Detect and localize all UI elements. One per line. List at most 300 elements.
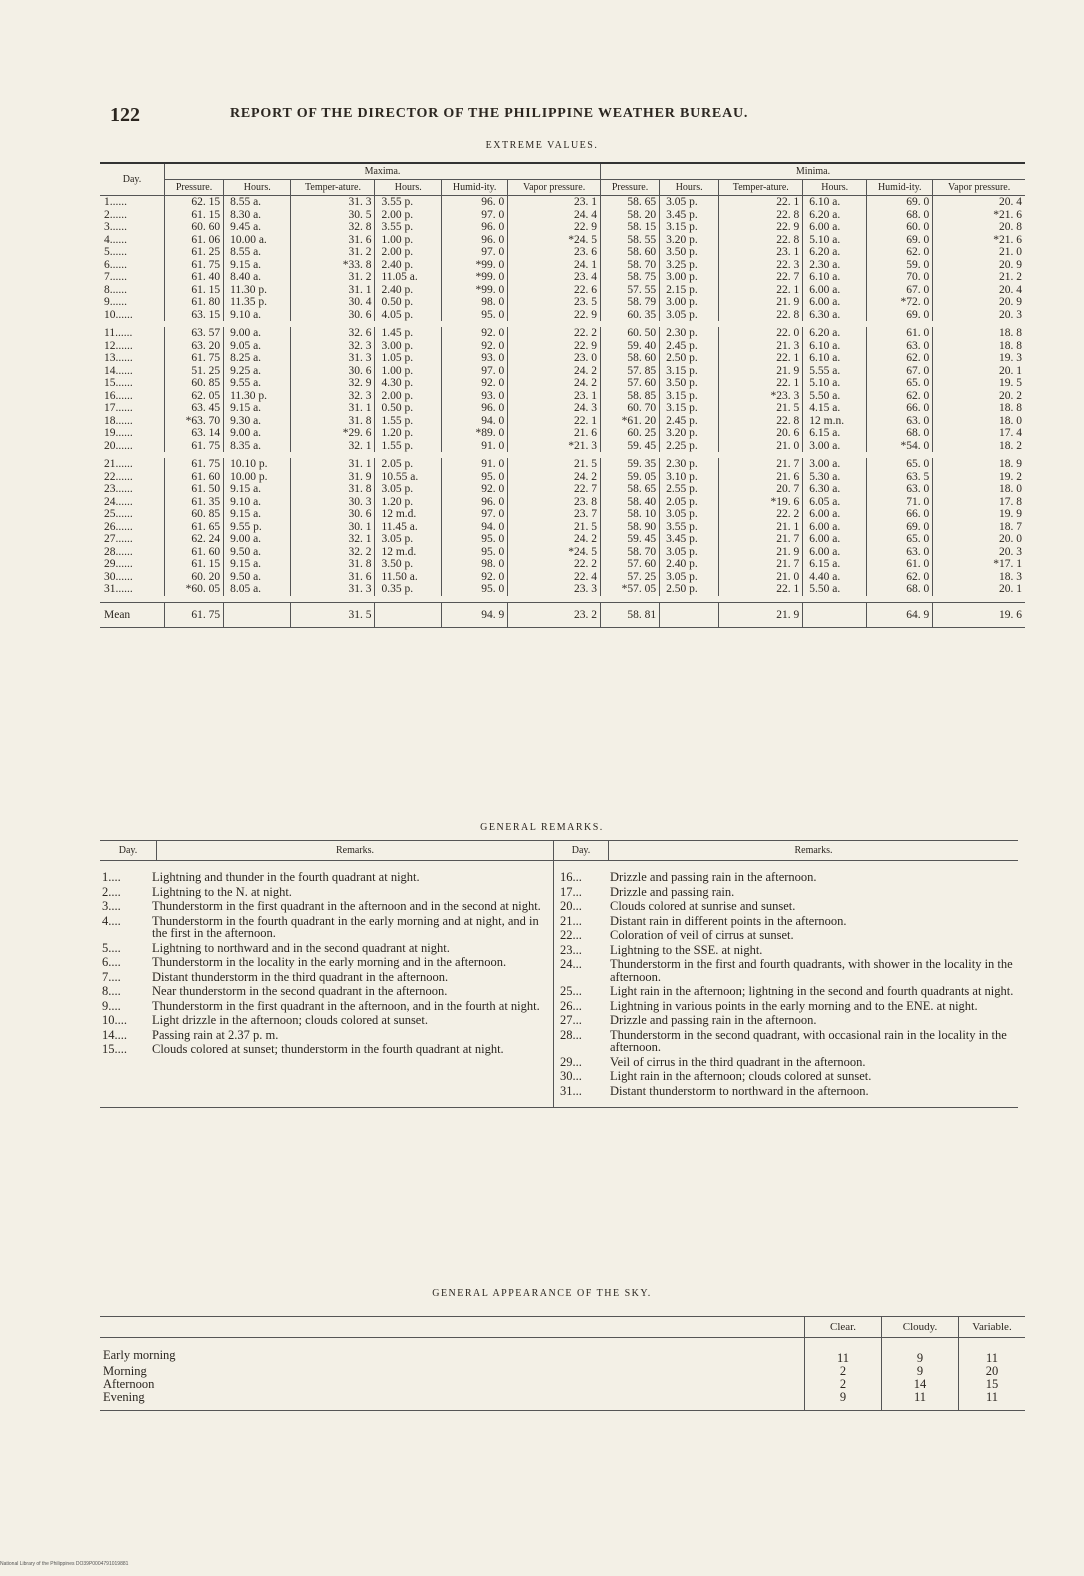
value-cell: 58. 65 [601,196,660,209]
general-remarks-title: GENERAL REMARKS. [480,822,604,833]
value-cell: 71. 0 [867,496,933,509]
value-cell: 22. 2 [508,558,601,571]
value-cell: 57. 85 [601,365,660,378]
value-cell: 58. 79 [601,296,660,309]
col-min-3: Hours. [803,180,867,196]
remarks-col-day-right: Day. [554,841,609,861]
value-cell: 31. 9 [291,471,375,484]
remark-text: Thunderstorm in the first quadrant in the afternoon, and in the fourth at night. [152,998,540,1013]
value-cell: 31. 2 [291,271,375,284]
value-cell: 96. 0 [442,496,508,509]
sky-col-cloudy: Cloudy. [882,1317,959,1338]
value-cell: 60. 85 [165,377,224,390]
value-cell: *19. 6 [719,496,803,509]
value-cell: 51. 25 [165,365,224,378]
col-min-4: Humid-ity. [867,180,933,196]
table-row [100,583,1025,596]
value-cell: 12 m.d. [375,508,442,521]
remark-text: Clouds colored at sunrise and sunset. [610,899,796,913]
mean-value: 58. 81 [601,602,660,627]
value-cell: *99. 0 [442,284,508,297]
remark-item [102,971,553,984]
value-cell: 3.05 p. [660,196,719,209]
remark-day: 10.... [102,1013,127,1027]
value-cell: 21. 5 [719,402,803,415]
value-cell: 18. 0 [933,415,1025,428]
value-cell: 6.00 a. [803,296,867,309]
value-cell: 8.35 a. [224,440,291,453]
value-cell: 22. 0 [719,327,803,340]
day-cell: 12...... [104,339,133,352]
value-cell: 97. 0 [442,365,508,378]
remark-item [560,1000,1018,1013]
col-max-2: Temper-ature. [291,180,375,196]
day-cell: 6...... [104,258,127,271]
value-cell: 66. 0 [867,402,933,415]
remark-item [102,942,553,955]
value-cell: 58. 15 [601,221,660,234]
value-cell: 63. 0 [867,415,933,428]
value-cell: 68. 0 [867,583,933,596]
remark-day: 8.... [102,984,121,998]
value-cell: *21. 3 [508,440,601,453]
remark-text: Light drizzle in the afternoon; clouds colored at sunset. [152,1013,428,1027]
day-cell: 7...... [104,271,127,283]
table-row [100,558,1025,571]
value-cell: 62. 0 [867,390,933,403]
value-cell: 23. 3 [508,583,601,596]
value-cell: 62. 0 [867,571,933,584]
value-cell: 1.20 p. [375,427,442,440]
value-cell: 21. 2 [933,271,1025,284]
value-cell: 3.15 p. [660,402,719,415]
value-cell: 3.55 p. [375,196,442,209]
value-cell: 60. 70 [601,402,660,415]
value-cell: 95. 0 [442,583,508,596]
value-cell: *33. 8 [291,259,375,272]
value-cell: 63. 14 [165,427,224,440]
value-cell: 9.15 a. [224,483,291,496]
mean-value [803,602,867,627]
table-row [100,352,1025,365]
value-cell: 4.40 a. [803,571,867,584]
value-cell: 2.40 p. [660,558,719,571]
value-cell: *89. 0 [442,427,508,440]
value-cell: 61. 75 [165,259,224,272]
value-cell: 23. 8 [508,496,601,509]
value-cell: 23. 6 [508,246,601,259]
remark-day: 21... [560,913,582,928]
value-cell: 10.55 a. [375,471,442,484]
value-cell: 21. 6 [508,427,601,440]
sky-clear: 11 [805,1338,882,1366]
value-cell: 21. 0 [719,571,803,584]
value-cell: 30. 6 [291,309,375,322]
mean-label: Mean [104,608,131,621]
value-cell: 31. 6 [291,234,375,247]
value-cell: 61. 75 [165,440,224,453]
value-cell: 31. 8 [291,415,375,428]
value-cell: 61. 0 [867,327,933,340]
value-cell: 6.20 a. [803,246,867,259]
col-day: Day. [122,174,142,185]
sky-row [100,1365,1025,1378]
day-cell: 16...... [104,389,133,402]
value-cell: 5.30 a. [803,471,867,484]
remark-day: 25... [560,984,582,998]
value-cell: 70. 0 [867,271,933,284]
mean-row [100,602,1025,627]
value-cell: 22. 9 [719,221,803,234]
value-cell: 8.40 a. [224,271,291,284]
value-cell: 22. 7 [719,271,803,284]
value-cell: *24. 5 [508,234,601,247]
remark-text: Light rain in the afternoon; lightning in the second and fourth quadrants at night. [610,984,1014,998]
value-cell: 1.00 p. [375,234,442,247]
value-cell: 20. 0 [933,533,1025,546]
remark-text: Drizzle and passing rain in the afternoon. [610,1013,817,1027]
value-cell: 69. 0 [867,309,933,322]
value-cell: 18. 9 [933,458,1025,471]
value-cell: 61. 75 [165,458,224,471]
value-cell: 22. 9 [508,340,601,353]
value-cell: 63. 20 [165,340,224,353]
remark-item [560,929,1018,942]
page-number: 122 [110,104,140,126]
remark-day: 2.... [102,884,121,899]
remark-item [102,915,553,940]
value-cell: 31. 3 [291,352,375,365]
value-cell: 59. 40 [601,340,660,353]
day-cell: 5...... [104,246,127,258]
day-cell: 30...... [104,570,133,583]
value-cell: 59. 05 [601,471,660,484]
table-row [100,440,1025,453]
value-cell: 6.10 a. [803,352,867,365]
value-cell: 9.00 a. [224,427,291,440]
value-cell: 61. 80 [165,296,224,309]
table-row [100,271,1025,284]
col-max-5: Vapor pressure. [508,180,601,196]
value-cell: 22. 2 [719,508,803,521]
value-cell: 30. 3 [291,496,375,509]
remark-day: 17... [560,884,582,899]
remarks-col-day-left: Day. [118,845,138,856]
remark-item [560,1085,1018,1098]
day-cell: 2...... [104,208,127,221]
value-cell: 3.05 p. [375,533,442,546]
value-cell: 58. 60 [601,352,660,365]
day-cell: 11...... [104,327,133,339]
value-cell: 31. 8 [291,483,375,496]
value-cell: 22. 8 [719,209,803,222]
remark-day: 31... [560,1083,582,1098]
value-cell: 63. 0 [867,483,933,496]
value-cell: 11.45 a. [375,521,442,534]
value-cell: 58. 85 [601,390,660,403]
table-row [100,259,1025,272]
value-cell: 24. 2 [508,533,601,546]
value-cell: 19. 3 [933,352,1025,365]
remark-text: Thunderstorm in the fourth quadrant in the early morning and at night, and in the first in the afternoon. [152,913,539,940]
col-min-2: Temper-ature. [719,180,803,196]
remarks-right-column [554,861,1019,1108]
value-cell: 98. 0 [442,296,508,309]
value-cell: 22. 1 [719,196,803,209]
value-cell: 5.50 a. [803,583,867,596]
value-cell: 20. 6 [719,427,803,440]
value-cell: 1.45 p. [375,327,442,340]
remarks-col-remarks-right: Remarks. [609,841,1019,861]
day-cell: 3...... [104,221,127,233]
mean-value: 23. 2 [508,602,601,627]
value-cell: 2.05 p. [375,458,442,471]
remark-text: Distant rain in different points in the afternoon. [610,913,847,928]
remark-day: 4.... [102,913,121,928]
remark-text: Lightning to northward and in the second quadrant at night. [152,940,450,955]
remarks-col-remarks-left: Remarks. [157,841,554,861]
table-row [100,521,1025,534]
value-cell: 92. 0 [442,340,508,353]
value-cell: 20. 9 [933,296,1025,309]
value-cell: 21. 6 [719,471,803,484]
value-cell: 59. 35 [601,458,660,471]
day-cell: 24...... [104,495,133,508]
value-cell: 9.55 a. [224,377,291,390]
value-cell: *17. 1 [933,558,1025,571]
value-cell: 5.10 a. [803,234,867,247]
value-cell: 30. 6 [291,508,375,521]
value-cell: 3.15 p. [660,365,719,378]
sky-row [100,1338,1025,1366]
value-cell: 6.00 a. [803,546,867,559]
value-cell: 20. 7 [719,483,803,496]
value-cell: 22. 1 [719,284,803,297]
group-maxima: Maxima. [165,163,601,180]
remark-day: 26... [560,998,582,1013]
value-cell: 8.25 a. [224,352,291,365]
value-cell: 2.50 p. [660,583,719,596]
sky-row [100,1391,1025,1411]
value-cell: 6.00 a. [803,284,867,297]
value-cell: 57. 60 [601,558,660,571]
value-cell: 18. 8 [933,327,1025,340]
remark-text: Drizzle and passing rain. [610,884,735,899]
sky-cloudy: 14 [882,1378,959,1391]
table-row [100,296,1025,309]
value-cell: 93. 0 [442,352,508,365]
value-cell: 23. 5 [508,296,601,309]
value-cell: 6.05 a. [803,496,867,509]
table-row [100,246,1025,259]
value-cell: *24. 5 [508,546,601,559]
scan-footer: National Library of the Philippines DO39P0004791019881 [0,1561,129,1567]
value-cell: 60. 35 [601,309,660,322]
value-cell: 31. 1 [291,284,375,297]
value-cell: 6.30 a. [803,309,867,322]
value-cell: 32. 8 [291,221,375,234]
remark-item [102,871,553,884]
mean-value: 94. 9 [442,602,508,627]
value-cell: 2.05 p. [660,496,719,509]
value-cell: 0.35 p. [375,583,442,596]
sky-clear: 2 [805,1378,882,1391]
value-cell: 9.50 a. [224,546,291,559]
value-cell: 61. 75 [165,352,224,365]
sky-variable: 11 [959,1338,1026,1366]
value-cell: 32. 3 [291,340,375,353]
value-cell: 3.00 a. [803,440,867,453]
value-cell: 1.00 p. [375,365,442,378]
table-row [100,309,1025,322]
value-cell: 23. 1 [719,246,803,259]
value-cell: 96. 0 [442,234,508,247]
value-cell: 32. 6 [291,327,375,340]
value-cell: 11.30 p. [224,390,291,403]
value-cell: 4.30 p. [375,377,442,390]
remark-day: 30... [560,1069,582,1083]
value-cell: 10.10 p. [224,458,291,471]
value-cell: 22. 6 [508,284,601,297]
value-cell: 30. 1 [291,521,375,534]
remark-text: Lightning in various points in the early morning and to the ENE. at night. [610,998,978,1013]
value-cell: 63. 0 [867,340,933,353]
value-cell: 57. 60 [601,377,660,390]
value-cell: 58. 55 [601,234,660,247]
value-cell: 11.30 p. [224,284,291,297]
value-cell: 31. 3 [291,196,375,209]
value-cell: 23. 4 [508,271,601,284]
table-row [100,340,1025,353]
sky-appearance-table [100,1316,1025,1411]
value-cell: 3.00 p. [375,340,442,353]
remark-day: 22... [560,928,582,942]
value-cell: 57. 25 [601,571,660,584]
remark-day: 1.... [102,870,121,884]
table-row [100,377,1025,390]
day-cell: 13...... [104,352,133,364]
value-cell: 30. 4 [291,296,375,309]
value-cell: 20. 3 [933,546,1025,559]
remarks-left-column [100,861,554,1108]
value-cell: 9.15 a. [224,508,291,521]
value-cell: 92. 0 [442,327,508,340]
value-cell: 95. 0 [442,546,508,559]
value-cell: 3.20 p. [660,234,719,247]
value-cell: 96. 0 [442,402,508,415]
value-cell: 23. 1 [508,390,601,403]
value-cell: 3.20 p. [660,427,719,440]
remark-text: Distant thunderstorm in the third quadrant in the afternoon. [152,969,449,984]
value-cell: 21. 3 [719,340,803,353]
day-cell: 20...... [104,439,133,452]
value-cell: 21. 5 [508,521,601,534]
value-cell: 61. 06 [165,234,224,247]
table-row [100,390,1025,403]
value-cell: 24. 1 [508,259,601,272]
value-cell: 3.15 p. [660,390,719,403]
group-minima: Minima. [601,163,1026,180]
value-cell: 61. 60 [165,471,224,484]
remark-item [102,985,553,998]
table-row [100,209,1025,222]
value-cell: 6.15 a. [803,427,867,440]
value-cell: 23. 7 [508,508,601,521]
value-cell: 20. 1 [933,583,1025,596]
value-cell: 63. 15 [165,309,224,322]
value-cell: 96. 0 [442,221,508,234]
value-cell: 60. 60 [165,221,224,234]
sky-clear: 2 [805,1365,882,1378]
value-cell: 9.00 a. [224,327,291,340]
value-cell: 31. 2 [291,246,375,259]
value-cell: 68. 0 [867,427,933,440]
remark-text: Thunderstorm in the first and fourth quadrants, with shower in the locality in the afternoon. [610,957,1013,984]
value-cell: 92. 0 [442,571,508,584]
value-cell: 69. 0 [867,196,933,209]
day-cell: 25...... [104,508,133,520]
value-cell: *61. 20 [601,415,660,428]
remark-text: Coloration of veil of cirrus at sunset. [610,928,794,942]
col-min-1: Hours. [660,180,719,196]
day-cell: 4...... [104,233,127,246]
sky-variable: 20 [959,1365,1026,1378]
value-cell: 9.15 a. [224,558,291,571]
value-cell: 5.10 a. [803,377,867,390]
value-cell: *21. 6 [933,209,1025,222]
remark-item [560,958,1018,983]
remark-text: Near thunderstorm in the second quadrant in the afternoon. [152,984,448,998]
value-cell: 6.15 a. [803,558,867,571]
value-cell: 20. 1 [933,365,1025,378]
remark-item [560,1029,1018,1054]
value-cell: 21. 1 [719,521,803,534]
value-cell: 0.50 p. [375,402,442,415]
value-cell: 11.50 a. [375,571,442,584]
value-cell: 2.00 p. [375,246,442,259]
remark-day: 24... [560,957,582,971]
value-cell: 92. 0 [442,483,508,496]
value-cell: 6.30 a. [803,483,867,496]
value-cell: 22. 1 [719,352,803,365]
value-cell: 3.05 p. [660,309,719,322]
value-cell: 97. 0 [442,246,508,259]
running-header: REPORT OF THE DIRECTOR OF THE PHILIPPINE WEATHER BUREAU. [230,106,749,121]
value-cell: 61. 35 [165,496,224,509]
value-cell: 3.45 p. [660,533,719,546]
value-cell: 2.00 p. [375,209,442,222]
value-cell: *63. 70 [165,415,224,428]
value-cell: 61. 15 [165,558,224,571]
value-cell: 91. 0 [442,440,508,453]
mean-value [224,602,291,627]
col-max-0: Pressure. [165,180,224,196]
value-cell: *72. 0 [867,296,933,309]
value-cell: 58. 20 [601,209,660,222]
value-cell: 98. 0 [442,558,508,571]
remark-item [102,1000,553,1013]
value-cell: 58. 40 [601,496,660,509]
table-row [100,571,1025,584]
value-cell: 8.05 a. [224,583,291,596]
mean-value: 64. 9 [867,602,933,627]
value-cell: 58. 65 [601,483,660,496]
remark-text: Thunderstorm in the second quadrant, with occasional rain in the locality in the afternoon. [610,1027,1007,1054]
table-row [100,533,1025,546]
value-cell: 22. 1 [719,377,803,390]
value-cell: 2.30 a. [803,259,867,272]
value-cell: 19. 2 [933,471,1025,484]
